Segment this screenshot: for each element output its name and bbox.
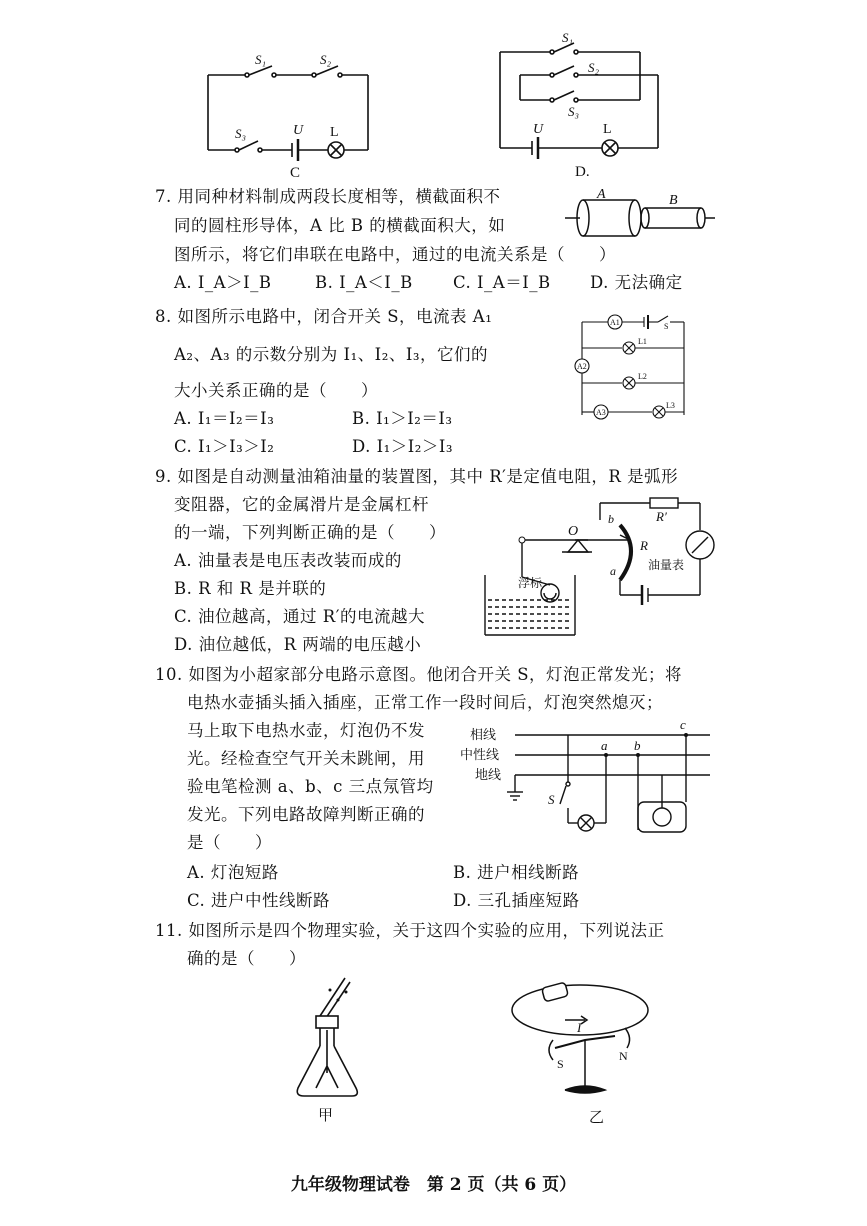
circuit-d-figure bbox=[490, 30, 670, 180]
page-footer: 九年级物理试卷 第 2 页（共 6 页） bbox=[290, 1175, 577, 1195]
q8-option-d: D. I₁＞I₂＞I₃ bbox=[352, 437, 454, 456]
q7-option-a: A. I_A＞I_B bbox=[174, 273, 272, 292]
q10-household-circuit-figure bbox=[460, 717, 715, 845]
q10-line6: 发光。下列电路故障判断正确的 bbox=[187, 805, 425, 824]
q7-conductor-figure bbox=[565, 188, 715, 243]
svg-text:a: a bbox=[610, 564, 616, 578]
q9-line1: 9. 如图是自动测量油箱油量的装置图，其中 R′是定值电阻，R 是弧形 bbox=[155, 467, 679, 486]
q7-line3: 图所示，将它们串联在电路中，通过的电流关系是（ ） bbox=[174, 245, 616, 264]
svg-text:c: c bbox=[680, 717, 686, 732]
svg-text:A2: A2 bbox=[577, 362, 587, 371]
q9-oil-gauge-figure bbox=[480, 495, 720, 640]
svg-text:N: N bbox=[619, 1049, 628, 1063]
q10-option-c: C. 进户中性线断路 bbox=[187, 891, 331, 910]
q11-line1: 11. 如图所示是四个物理实验，关于这四个实验的应用，下列说法正 bbox=[155, 921, 665, 940]
q11-flask-figure bbox=[290, 978, 380, 1128]
q8-option-c: C. I₁＞I₃＞I₂ bbox=[174, 437, 275, 456]
q11-yi-label: 乙 bbox=[589, 1110, 605, 1126]
q8-line3: 大小关系正确的是（ ） bbox=[174, 381, 378, 400]
q8-line1: 8. 如图所示电路中，闭合开关 S，电流表 A₁ bbox=[155, 307, 493, 326]
q9-option-c: C. 油位越高，通过 R′的电流越大 bbox=[174, 607, 425, 626]
d-s3-label: S₃ bbox=[568, 104, 580, 119]
svg-text:S: S bbox=[664, 322, 669, 331]
svg-text:L2: L2 bbox=[638, 372, 647, 381]
svg-text:R: R bbox=[640, 538, 648, 553]
svg-text:S: S bbox=[548, 792, 555, 807]
d-s2-label: S₂ bbox=[588, 60, 600, 75]
circuit-c-figure bbox=[200, 40, 380, 180]
q7-b-label: B bbox=[669, 193, 678, 208]
c-s2-label: S₂ bbox=[320, 52, 332, 67]
svg-text:A1: A1 bbox=[610, 318, 620, 327]
q9-option-d: D. 油位越低，R 两端的电压越小 bbox=[174, 635, 422, 654]
svg-text:相线: 相线 bbox=[470, 727, 497, 742]
q7-option-c: C. I_A＝I_B bbox=[453, 273, 551, 292]
c-u-label: U bbox=[293, 123, 304, 138]
q8-option-b: B. I₁＞I₂＝I₃ bbox=[352, 409, 453, 428]
svg-text:b: b bbox=[608, 512, 614, 526]
q7-line1: 7. 用同种材料制成两段长度相等，横截面积不 bbox=[155, 187, 501, 206]
svg-text:O: O bbox=[568, 524, 579, 539]
q10-line1: 10. 如图为小超家部分电路示意图。他闭合开关 S，灯泡正常发光；将 bbox=[155, 665, 683, 684]
svg-text:a: a bbox=[601, 738, 608, 753]
d-l-label: L bbox=[603, 122, 612, 137]
d-s1-label: S₁ bbox=[562, 30, 574, 45]
svg-text:S: S bbox=[557, 1057, 564, 1071]
svg-text:油量表: 油量表 bbox=[648, 558, 685, 572]
q10-option-a: A. 灯泡短路 bbox=[187, 863, 279, 882]
c-caption: C bbox=[290, 165, 301, 181]
q7-option-b: B. I_A＜I_B bbox=[315, 273, 413, 292]
q11-jia-label: 甲 bbox=[318, 1108, 334, 1124]
c-l-label: L bbox=[330, 125, 339, 140]
q10-line4: 光。经检查空气开关未跳闸，用 bbox=[187, 749, 425, 768]
q9-line2: 变阻器，它的金属滑片是金属杠杆 bbox=[174, 495, 429, 514]
q9-option-a: A. 油量表是电压表改装而成的 bbox=[174, 551, 402, 570]
svg-text:地线: 地线 bbox=[475, 767, 502, 782]
c-s3-label: S₃ bbox=[235, 126, 247, 141]
q8-option-a: A. I₁＝I₂＝I₃ bbox=[174, 409, 275, 428]
q11-oersted-figure bbox=[505, 980, 655, 1130]
svg-text:L1: L1 bbox=[638, 337, 647, 346]
q7-a-label: A bbox=[597, 187, 606, 202]
svg-text:A3: A3 bbox=[596, 408, 606, 417]
q10-line5: 验电笔检测 a、b、c 三点氖管均 bbox=[187, 777, 434, 796]
q10-line3: 马上取下电热水壶，灯泡仍不发 bbox=[187, 721, 425, 740]
svg-text:L3: L3 bbox=[666, 401, 675, 410]
c-s1-label: S₁ bbox=[255, 52, 267, 67]
q11-line2: 确的是（ ） bbox=[187, 949, 306, 968]
q8-line2: A₂、A₃ 的示数分别为 I₁、I₂、I₃，它们的 bbox=[174, 345, 488, 364]
svg-text:中性线: 中性线 bbox=[460, 747, 500, 762]
q10-line2: 电热水壶插头插入插座，正常工作一段时间后，灯泡突然熄灭； bbox=[187, 693, 663, 712]
svg-text:I: I bbox=[577, 1020, 582, 1035]
d-u-label: U bbox=[533, 122, 544, 137]
q9-option-b: B. R 和 R 是并联的 bbox=[174, 579, 327, 598]
q10-option-d: D. 三孔插座短路 bbox=[453, 891, 580, 910]
q7-line2: 同的圆柱形导体，A 比 B 的横截面积大，如 bbox=[174, 216, 506, 235]
svg-text:浮标: 浮标 bbox=[518, 576, 543, 590]
svg-text:b: b bbox=[634, 738, 641, 753]
q9-line3: 的一端，下列判断正确的是（ ） bbox=[174, 523, 446, 542]
q8-circuit-figure bbox=[572, 310, 692, 430]
d-caption: D. bbox=[575, 164, 590, 180]
q10-line7: 是（ ） bbox=[187, 833, 272, 852]
svg-text:R′: R′ bbox=[656, 509, 667, 524]
q7-option-d: D. 无法确定 bbox=[590, 273, 683, 292]
q10-option-b: B. 进户相线断路 bbox=[453, 863, 580, 882]
